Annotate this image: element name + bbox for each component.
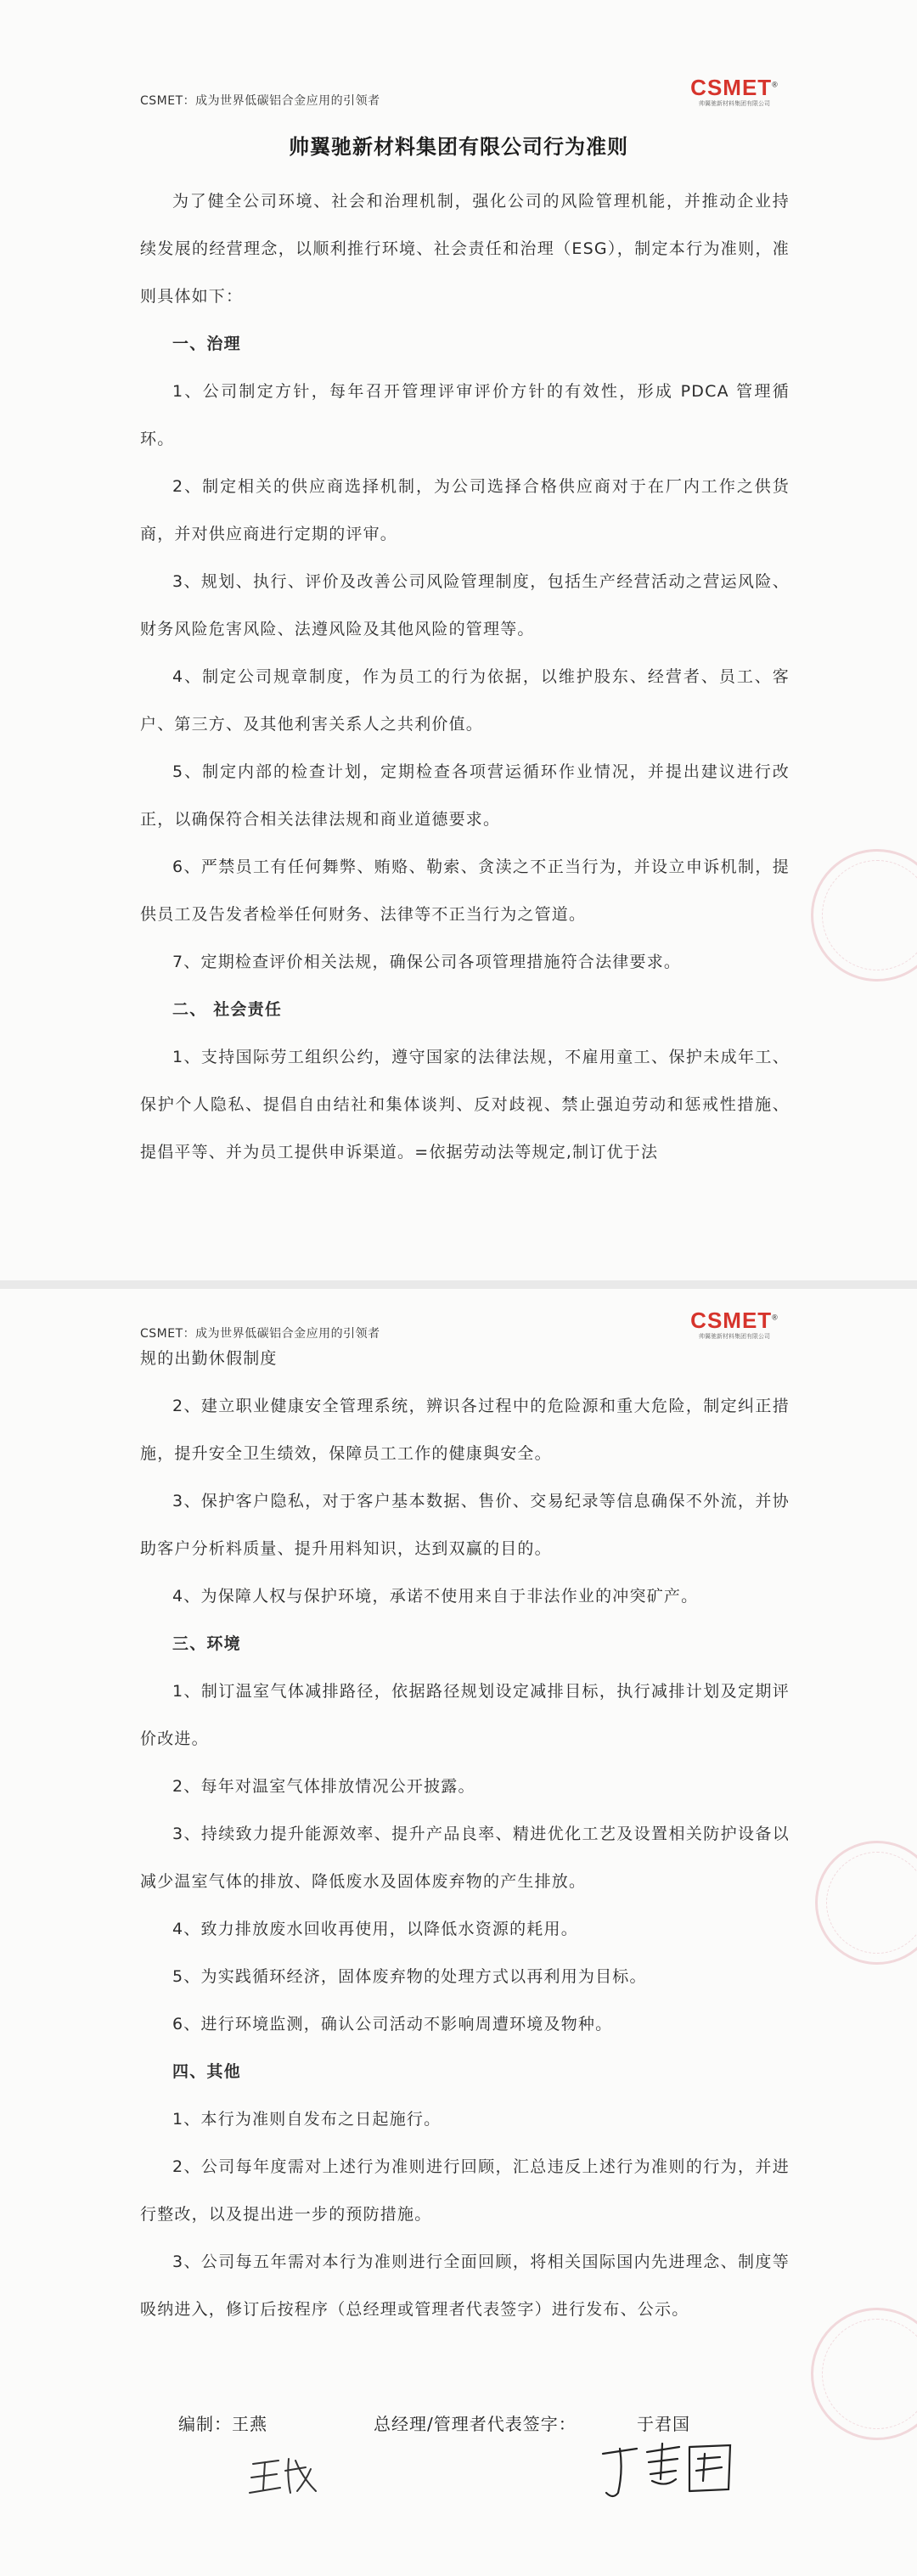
approver-label: 总经理/管理者代表签字： bbox=[374, 2414, 577, 2434]
page2-body bbox=[140, 1335, 790, 2333]
list-item: 1、制订温室气体减排路径，依据路径规划设定减排目标，执行减排计划及定期评价改进。 bbox=[140, 1682, 790, 1748]
list-item: 7、定期检查评价相关法规，确保公司各项管理措施符合法律要求。 bbox=[172, 953, 682, 971]
list-item: 4、致力排放废水回收再使用，以降低水资源的耗用。 bbox=[172, 1920, 578, 1938]
company-tagline: CSMET：成为世界低碳铝合金应用的引领者 bbox=[140, 1327, 380, 1341]
list-item: 1、公司制定方针，每年召开管理评审评价方针的有效性，形成 PDCA 管理循环。 bbox=[140, 382, 790, 448]
section-heading-environment: 三、环境 bbox=[172, 1634, 241, 1653]
approver-handwritten-signature bbox=[594, 2437, 747, 2505]
list-item: 2、制定相关的供应商选择机制，为公司选择合格供应商对于在厂内工作之供货商，并对供应商进行定期的评审。 bbox=[140, 477, 790, 543]
approver-name: 于君国 bbox=[637, 2414, 690, 2434]
list-item: 2、建立职业健康安全管理系统，辨识各过程中的危险源和重大危险，制定纠正措施，提升安全卫生绩效，保障员工工作的健康與安全。 bbox=[140, 1397, 790, 1463]
editor-handwritten-signature bbox=[246, 2452, 323, 2503]
list-item: 4、为保障人权与保护环境，承诺不使用来自于非法作业的冲突矿产。 bbox=[172, 1587, 699, 1606]
editor-label: 编制：王燕 bbox=[178, 2414, 267, 2434]
list-item: 2、公司每年度需对上述行为准则进行回顾，汇总违反上述行为准则的行为，并进行整改，以及提出进一步的预防措施。 bbox=[140, 2157, 790, 2224]
faded-seal-stamp bbox=[811, 2308, 917, 2440]
section-heading-other: 四、其他 bbox=[172, 2062, 241, 2081]
list-item: 2、每年对温室气体排放情况公开披露。 bbox=[172, 1777, 475, 1796]
list-item: 5、制定内部的检查计划，定期检查各项营运循环作业情况，并提出建议进行改正，以确保符合相关法律法规和商业道德要求。 bbox=[140, 762, 790, 829]
logo-wordmark: CSMET bbox=[690, 1308, 773, 1333]
registered-mark: ® bbox=[772, 80, 779, 89]
registered-mark: ® bbox=[772, 1313, 779, 1322]
document-page-2 bbox=[0, 1289, 917, 2576]
logo-subtitle: 帅翼驰新材料集团有限公司 bbox=[699, 100, 770, 107]
list-item: 4、制定公司规章制度，作为员工的行为依据，以维护股东、经营者、员工、客户、第三方、及其他利害关系人之共利价值。 bbox=[140, 667, 790, 734]
logo-wordmark: CSMET bbox=[690, 75, 773, 100]
list-item: 3、持续致力提升能源效率、提升产品良率、精进优化工艺及设置相关防护设备以减少温室气体的排放、降低废水及固体废弃物的产生排放。 bbox=[140, 1825, 790, 1891]
list-item: 3、公司每五年需对本行为准则进行全面回顾，将相关国际国内先进理念、制度等吸纳进入，修订后按程序（总经理或管理者代表签字）进行发布、公示。 bbox=[140, 2253, 790, 2319]
list-item: 1、支持国际劳工组织公约，遵守国家的法律法规，不雇用童工、保护未成年工、保护个人隐私、提倡自由结社和集体谈判、反对歧视、禁止强迫劳动和惩戒性措施、提倡平等、并为员工提供申诉渠道。=依据劳动法等规定,制订优于法 bbox=[140, 1048, 790, 1161]
list-item: 6、严禁员工有任何舞弊、贿赂、勒索、贪渎之不正当行为，并设立申诉机制，提供员工及告发者检举任何财务、法律等不正当行为之管道。 bbox=[140, 858, 790, 924]
list-item: 6、进行环境监测，确认公司活动不影响周遭环境及物种。 bbox=[172, 2015, 613, 2033]
company-tagline: CSMET：成为世界低碳铝合金应用的引领者 bbox=[140, 94, 380, 108]
faded-seal-stamp bbox=[811, 849, 917, 981]
logo-subtitle: 帅翼驰新材料集团有限公司 bbox=[699, 1333, 770, 1340]
page1-body bbox=[140, 177, 790, 1176]
document-page-1 bbox=[0, 0, 917, 1280]
csmet-logo bbox=[688, 75, 781, 108]
page-header bbox=[140, 75, 781, 126]
section-heading-social: 二、 社会责任 bbox=[172, 1000, 283, 1019]
list-item: 3、保护客户隐私，对于客户基本数据、售价、交易纪录等信息确保不外流，并协助客户分析料质量、提升用料知识，达到双赢的目的。 bbox=[140, 1492, 790, 1558]
section-heading-governance: 一、治理 bbox=[172, 335, 241, 353]
continuation-text: 规的出勤休假制度 bbox=[140, 1349, 278, 1368]
document-title: 帅翼驰新材料集团有限公司行为准则 bbox=[289, 135, 628, 159]
list-item: 3、规划、执行、评价及改善公司风险管理制度，包括生产经营活动之营运风险、财务风险危害风险、法遵风险及其他风险的管理等。 bbox=[140, 572, 790, 638]
intro-paragraph: 为了健全公司环境、社会和治理机制，强化公司的风险管理机能，并推动企业持续发展的经营理念，以顺利推行环境、社会责任和治理（ESG），制定本行为准则，准则具体如下： bbox=[140, 192, 790, 306]
list-item: 5、为实践循环经济，固体废弃物的处理方式以再利用为目标。 bbox=[172, 1967, 647, 1986]
faded-seal-stamp bbox=[815, 1841, 917, 1965]
list-item: 1、本行为准则自发布之日起施行。 bbox=[172, 2110, 442, 2129]
